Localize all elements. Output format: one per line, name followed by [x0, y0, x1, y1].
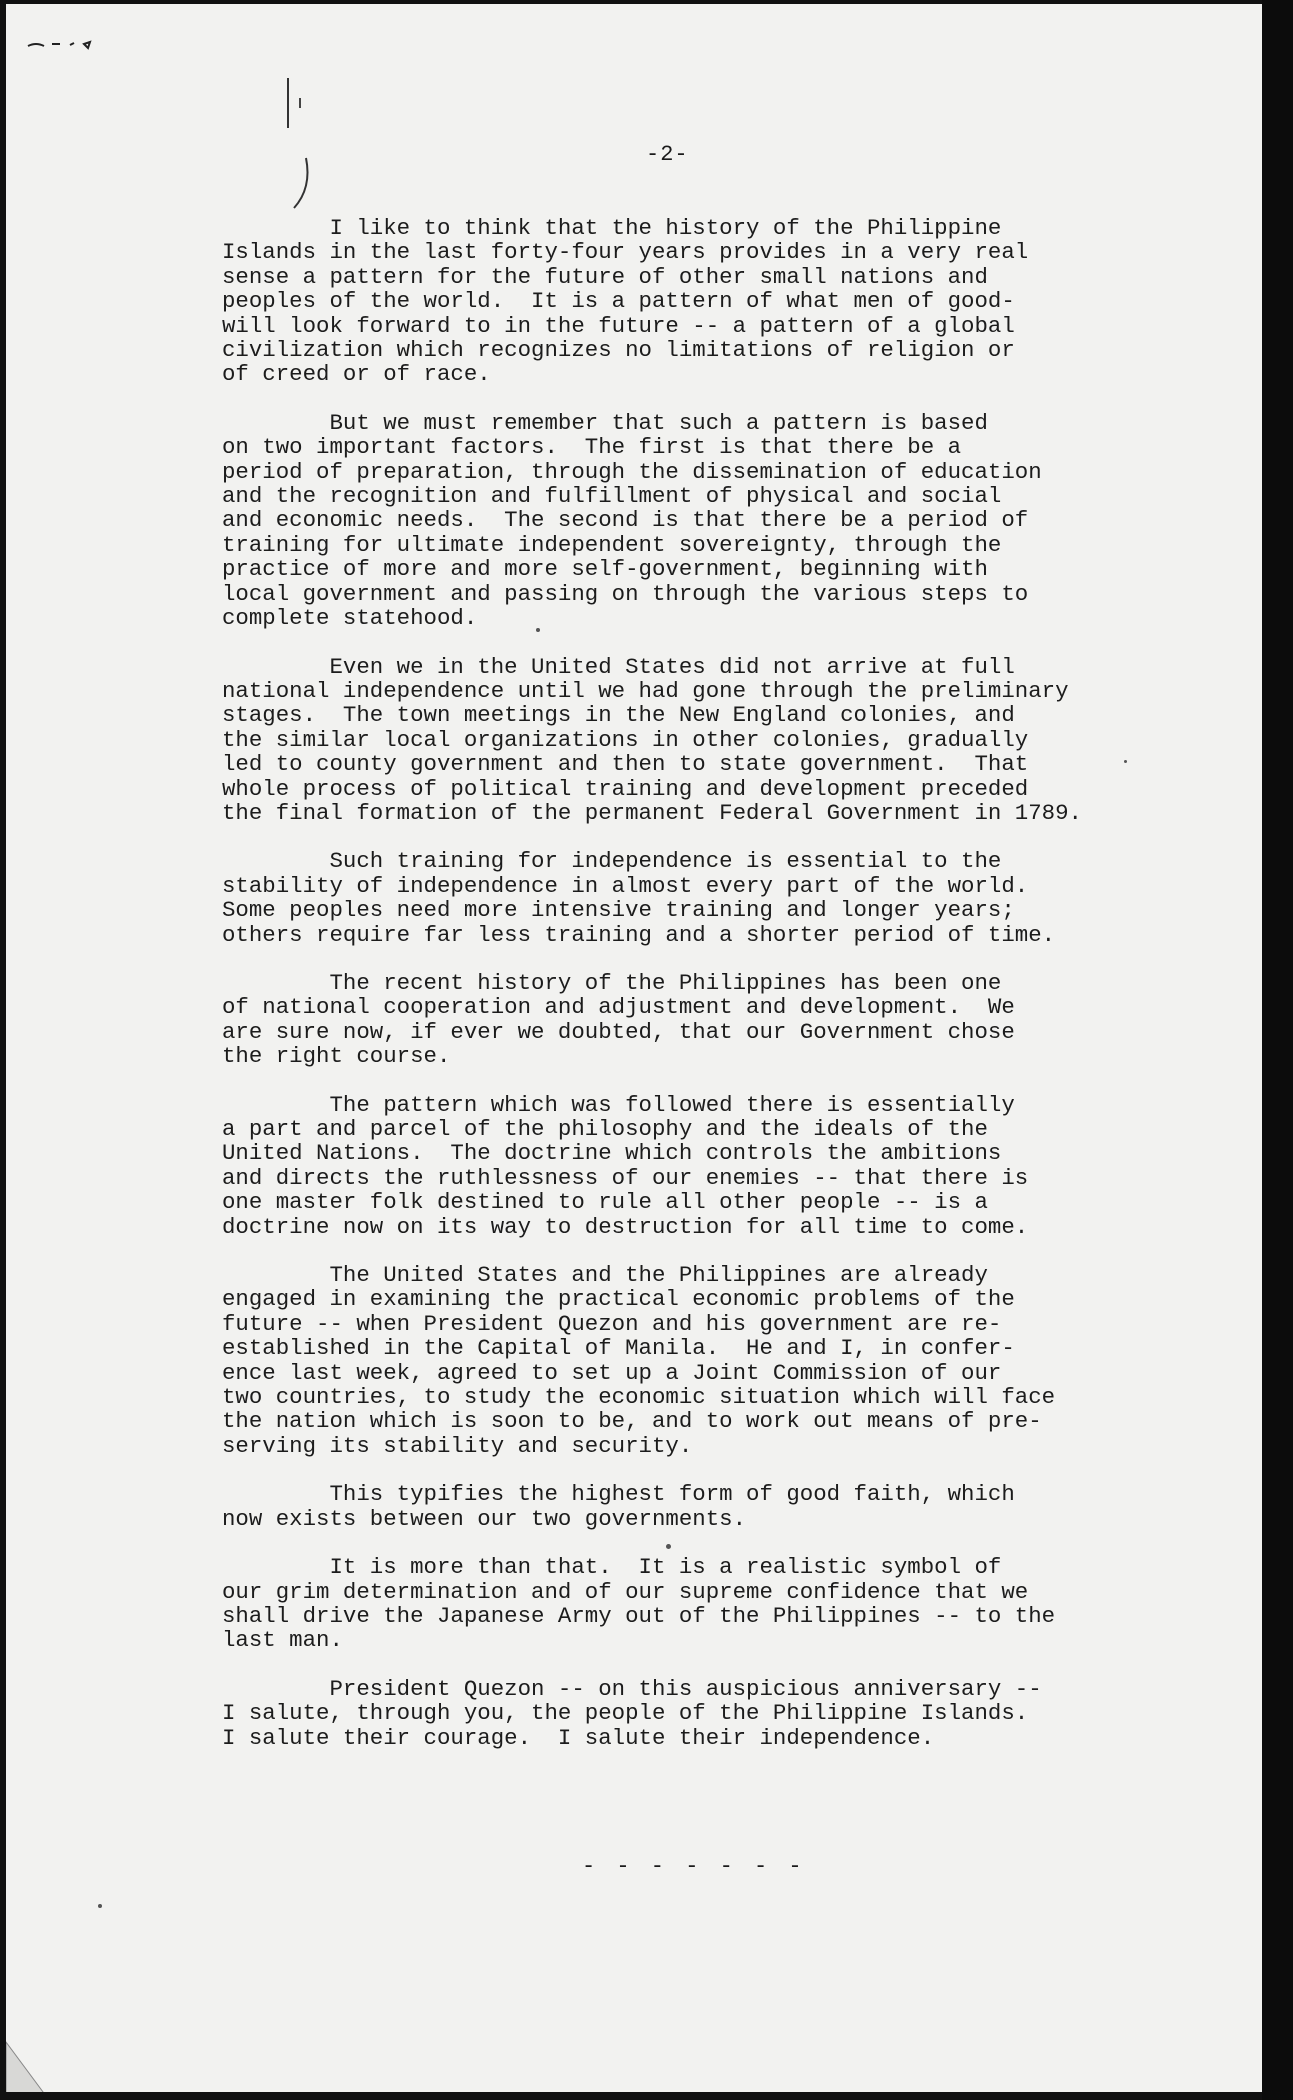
paragraph: But we must remember that such a pattern is based on two important factors. The first is that there be a period of preparation, through the dissemination of education and the recognition and fulfillment of physical and social and economic needs. The second is that there be a period of training for ultimate independent sovereignty, through the practice of more and more self-government, beginning with local government and passing on through the various steps to complete statehood.	[222, 409, 1042, 632]
paragraph: The recent history of the Philippines has been one of national cooperation and adjustment and development. We are sure now, if ever we doubted, that our Government chose the right course.	[222, 969, 1015, 1070]
scan-edge	[1262, 0, 1293, 2100]
paragraph: Such training for independence is essential to the stability of independence in almost every part of the world. Some peoples need more intensive training and longer years; others require far less training and a shorter period of time.	[222, 848, 1056, 948]
paragraph: The pattern which was followed there is essentially a part and parcel of the philosophy and the ideals of the United Nations. The doctrine which controls the ambitions and directs the ruthlessness of our enemies -- that there is one master folk destined to rule all other people -- is a doctrine now on its way to destruction for all time to come.	[222, 1091, 1029, 1240]
paper-speck	[536, 628, 540, 632]
corner-scribble-mark	[26, 32, 116, 56]
paper-speck	[666, 1544, 671, 1549]
paper-speck	[98, 1904, 102, 1908]
page-number: -2-	[646, 142, 689, 167]
paragraph: It is more than that. It is a realistic symbol of our grim determination and of our supreme confidence that we shall drive the Japanese Army out of the Philippines -- to the last man.	[222, 1554, 1056, 1654]
margin-ink-mark	[282, 68, 322, 218]
folded-corner	[6, 2034, 66, 2092]
paragraph: The United States and the Philippines are already engaged in examining the practical economic problems of the future -- when President Quezon and his government are re- established in the Capital of Manila. He and I, in confer- ence last week, agreed to set up a Joint Commission of our two countries, to study the economic situation which will face the nation which is soon to be, and to work out means of pre- serving its stability and security.	[222, 1262, 1056, 1459]
paragraph: President Quezon -- on this auspicious anniversary -- I salute, through you, the people of the Philippine Islands. I salute their courage. I salute their independence.	[222, 1675, 1042, 1751]
paragraph: This typifies the highest form of good faith, which now exists between our two governments.	[222, 1481, 1015, 1532]
paragraph: Even we in the United States did not arrive at full national independence until we had gone through the preliminary stages. The town meetings in the New England colonies, and the similar local organizations in other colonies, gradually led to county government and then to state government. That whole process of political training and development preceded the final formation of the permanent Federal Government in 1789.	[222, 653, 1082, 826]
paragraph: I like to think that the history of the Philippine Islands in the last forty-four years provides in a very real sense a pattern for the future of other small nations and peoples of the world. It is a pattern of what men of good- will look forward to in the future -- a pattern of a global civilization which recognizes no limitations of religion or of creed or of race.	[222, 215, 1029, 388]
letter-body	[222, 216, 1162, 1774]
closing-rule: - - - - - - -	[582, 1854, 806, 1879]
document-page	[6, 4, 1262, 2092]
paper-speck	[1124, 760, 1127, 763]
